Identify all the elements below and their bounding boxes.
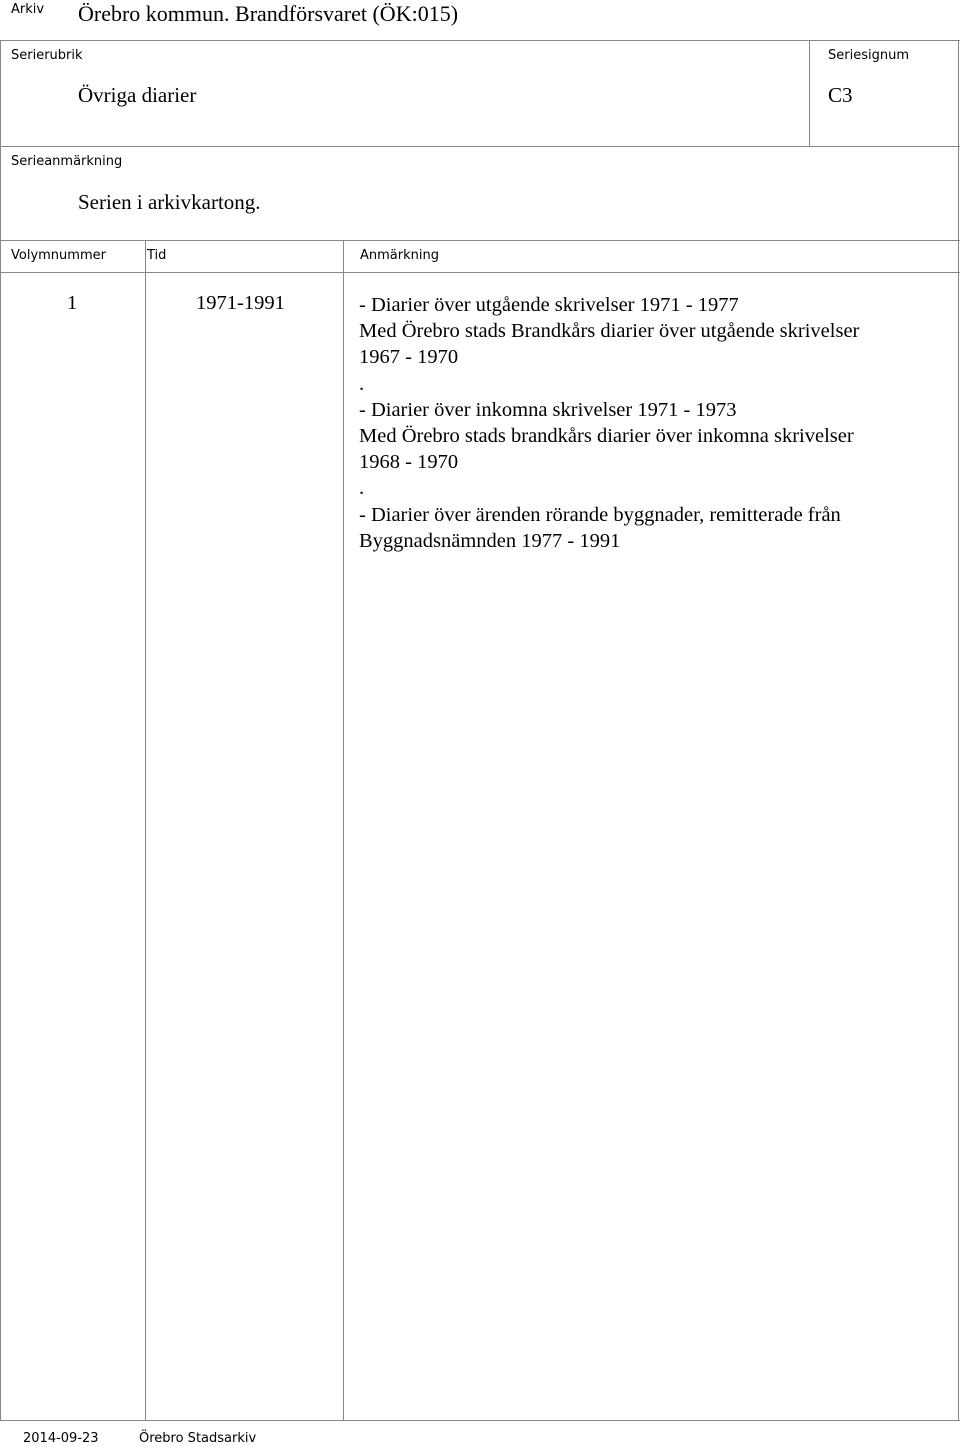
signum-label: Seriesignum <box>828 48 909 63</box>
volume-time: 1971-1991 <box>196 292 285 314</box>
remark-line: . <box>359 477 365 500</box>
frame-right-rule <box>958 40 959 1421</box>
remark-line: Med Örebro stads brandkårs diarier över inkomna skrivelser <box>359 424 854 447</box>
rubrik-label: Serierubrik <box>11 48 83 63</box>
time-column-divider <box>145 240 146 1421</box>
frame-bottom-rule <box>0 1420 960 1421</box>
remark-column-divider <box>343 240 344 1421</box>
volume-remarks <box>359 292 949 554</box>
frame-left-rule <box>0 40 1 1421</box>
archive-title: Örebro kommun. Brandförsvaret (ÖK:015) <box>78 1 459 26</box>
rubrik-value: Övriga diarier <box>78 83 197 107</box>
footer-institution: Örebro Stadsarkiv <box>139 1431 257 1446</box>
remark-line: . <box>359 372 365 395</box>
remark-line: Med Örebro stads Brandkårs diarier över utgående skrivelser <box>359 320 860 343</box>
remark-line: - Diarier över ärenden rörande byggnader, remitterade från <box>359 503 841 526</box>
remark-line: - Diarier över utgående skrivelser 1971 - 1977 <box>359 294 739 316</box>
note-value: Serien i arkivkartong. <box>78 190 261 214</box>
rubrik-bottom-rule <box>0 146 960 147</box>
note-bottom-rule <box>0 240 960 241</box>
column-header-time: Tid <box>147 248 167 263</box>
note-label: Serieanmärkning <box>11 154 123 169</box>
column-header-volume: Volymnummer <box>11 248 106 263</box>
signum-value: C3 <box>828 83 853 107</box>
volume-number: 1 <box>67 292 78 314</box>
frame-top-rule <box>0 40 960 41</box>
signum-divider <box>809 40 810 147</box>
footer-date: 2014-09-23 <box>23 1431 99 1446</box>
remark-line: Byggnadsnämnden 1977 - 1991 <box>359 529 621 552</box>
remark-line: 1967 - 1970 <box>359 346 459 369</box>
remark-line: 1968 - 1970 <box>359 451 459 474</box>
arkiv-label: Arkiv <box>11 2 45 17</box>
column-header-rule <box>0 272 960 273</box>
column-header-remark: Anmärkning <box>360 248 439 263</box>
remark-line: - Diarier över inkomna skrivelser 1971 - 1973 <box>359 398 737 421</box>
